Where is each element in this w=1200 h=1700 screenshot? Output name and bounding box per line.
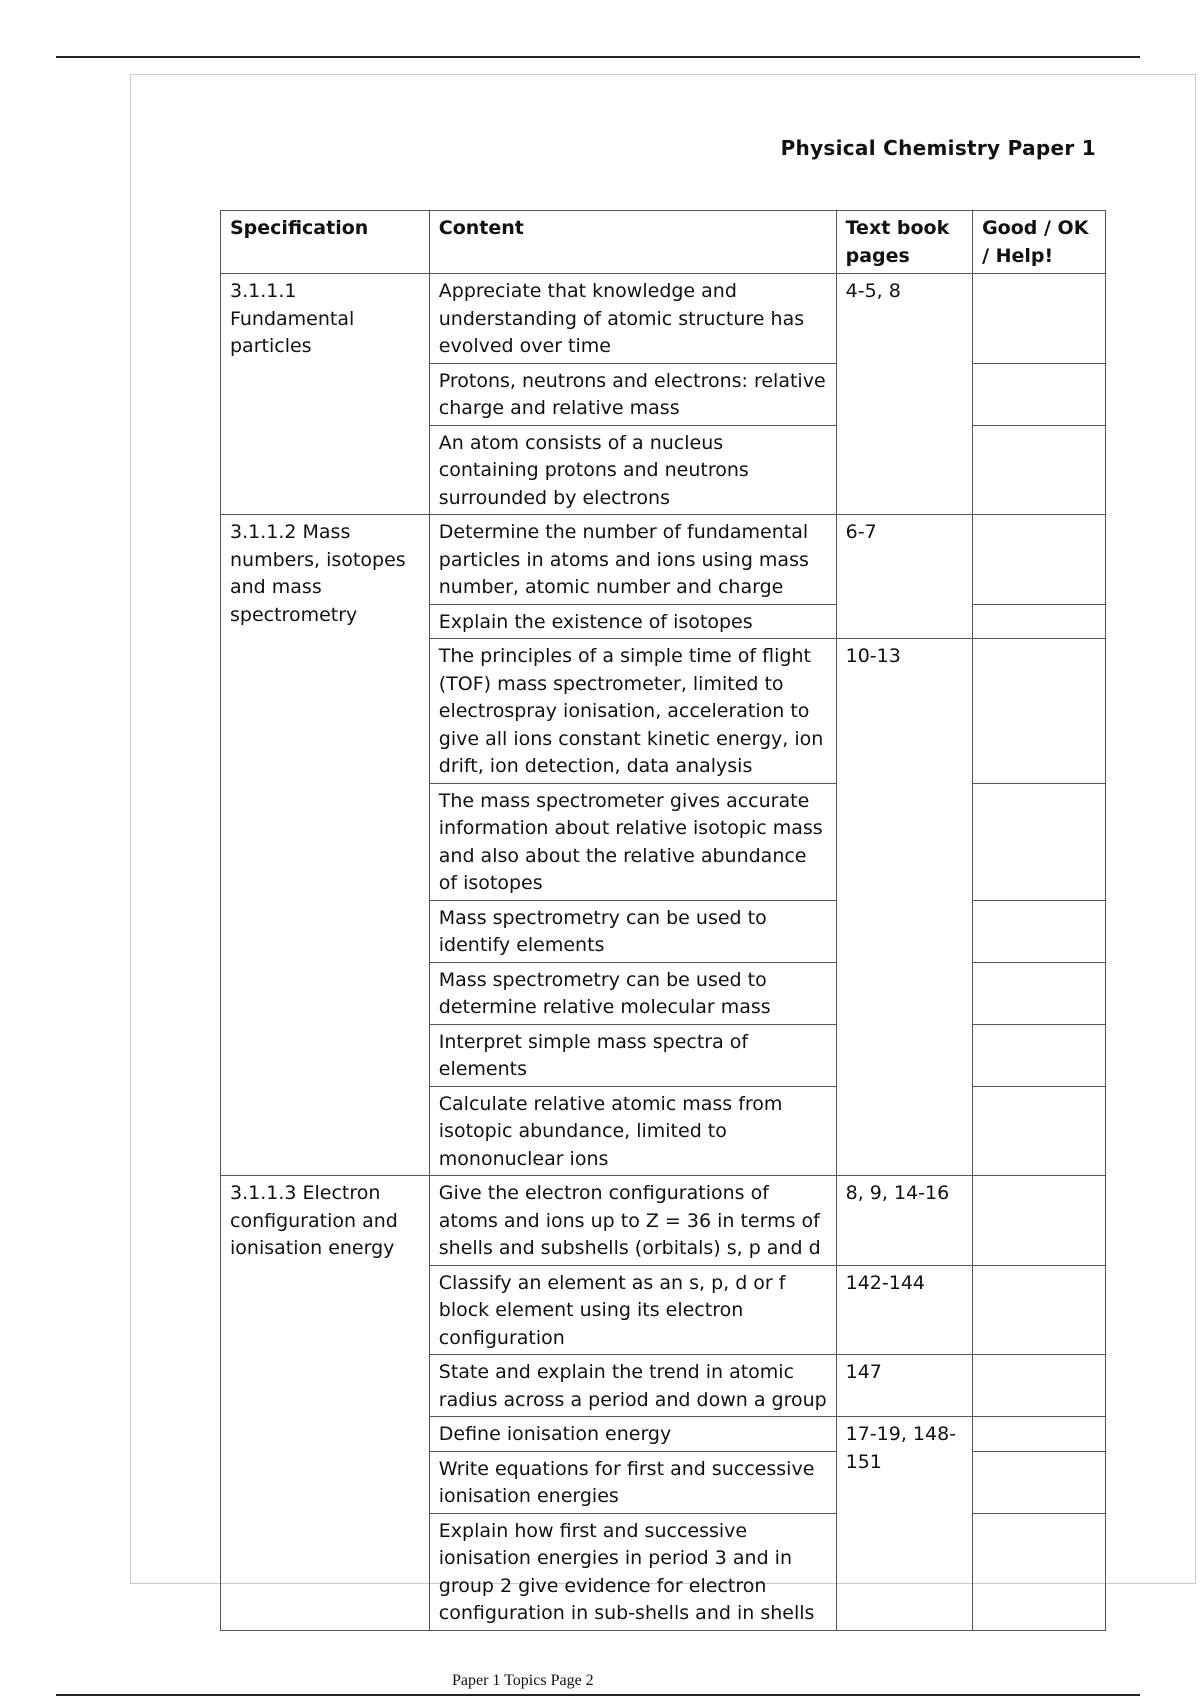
rating-cell[interactable] xyxy=(973,1086,1106,1176)
content-cell: Define ionisation energy xyxy=(429,1417,836,1452)
rating-cell[interactable] xyxy=(973,1024,1106,1086)
rating-cell[interactable] xyxy=(973,783,1106,900)
rating-cell[interactable] xyxy=(973,1451,1106,1513)
pages-cell: 4-5, 8 xyxy=(836,274,972,515)
rating-cell[interactable] xyxy=(973,274,1106,364)
content-cell: Mass spectrometry can be used to determine relative molecular mass xyxy=(429,962,836,1024)
rating-cell[interactable] xyxy=(973,900,1106,962)
content-cell: An atom consists of a nucleus containing protons and neutrons surrounded by electrons xyxy=(429,425,836,515)
content-cell: Give the electron configurations of atoms and ions up to Z = 36 in terms of shells and subshells (orbitals) s, p and d xyxy=(429,1176,836,1266)
rating-cell[interactable] xyxy=(973,1513,1106,1630)
pages-cell: 142-144 xyxy=(836,1265,972,1355)
content-cell: The mass spectrometer gives accurate information about relative isotopic mass and also about the relative abundance of isotopes xyxy=(429,783,836,900)
content-cell: Explain the existence of isotopes xyxy=(429,604,836,639)
rating-cell[interactable] xyxy=(973,1265,1106,1355)
content-cell: Protons, neutrons and electrons: relative charge and relative mass xyxy=(429,363,836,425)
rating-cell[interactable] xyxy=(973,604,1106,639)
pages-cell: 6-7 xyxy=(836,515,972,639)
table-row xyxy=(221,1176,1106,1266)
page-footer: Paper 1 Topics Page 2 xyxy=(452,1672,594,1689)
rating-cell[interactable] xyxy=(973,962,1106,1024)
spec-cell: 3.1.1.2 Mass numbers, isotopes and mass spectrometry xyxy=(221,515,430,1176)
rating-cell[interactable] xyxy=(973,1355,1106,1417)
content-cell: Calculate relative atomic mass from isotopic abundance, limited to mononuclear ions xyxy=(429,1086,836,1176)
pages-cell: 17-19, 148-151 xyxy=(836,1417,972,1631)
rating-cell[interactable] xyxy=(973,1176,1106,1266)
pages-cell: 10-13 xyxy=(836,639,972,1176)
content-cell: Write equations for first and successive ionisation energies xyxy=(429,1451,836,1513)
content-cell: The principles of a simple time of flight (TOF) mass spectrometer, limited to electrospray ionisation, acceleration to give all ions constant kinetic energy, ion drift, ion detection, data analysis xyxy=(429,639,836,784)
header-text-book-pages: Text book pages xyxy=(836,211,972,274)
pages-cell: 8, 9, 14-16 xyxy=(836,1176,972,1266)
header-content: Content xyxy=(429,211,836,274)
content-cell: Interpret simple mass spectra of elements xyxy=(429,1024,836,1086)
rating-cell[interactable] xyxy=(973,639,1106,784)
table-row xyxy=(221,515,1106,605)
rating-cell[interactable] xyxy=(973,1417,1106,1452)
content-cell: Classify an element as an s, p, d or f block element using its electron configuration xyxy=(429,1265,836,1355)
bottom-rule xyxy=(56,1694,1140,1696)
content-cell: State and explain the trend in atomic radius across a period and down a group xyxy=(429,1355,836,1417)
rating-cell[interactable] xyxy=(973,425,1106,515)
table-header-row xyxy=(221,211,1106,274)
table-row xyxy=(221,274,1106,364)
content-cell: Explain how first and successive ionisation energies in period 3 and in group 2 give evidence for electron configuration in sub-shells and in shells xyxy=(429,1513,836,1630)
spec-cell: 3.1.1.1 Fundamental particles xyxy=(221,274,430,515)
header-specification: Specification xyxy=(221,211,430,274)
page-title: Physical Chemistry Paper 1 xyxy=(780,136,1096,160)
content-cell: Determine the number of fundamental particles in atoms and ions using mass number, atomic number and charge xyxy=(429,515,836,605)
topics-table xyxy=(220,210,1106,1631)
top-rule xyxy=(56,56,1140,58)
spec-cell: 3.1.1.3 Electron configuration and ionisation energy xyxy=(221,1176,430,1631)
header-rating: Good / OK / Help! xyxy=(973,211,1106,274)
rating-cell[interactable] xyxy=(973,363,1106,425)
pages-cell: 147 xyxy=(836,1355,972,1417)
content-cell: Appreciate that knowledge and understanding of atomic structure has evolved over time xyxy=(429,274,836,364)
content-cell: Mass spectrometry can be used to identify elements xyxy=(429,900,836,962)
rating-cell[interactable] xyxy=(973,515,1106,605)
